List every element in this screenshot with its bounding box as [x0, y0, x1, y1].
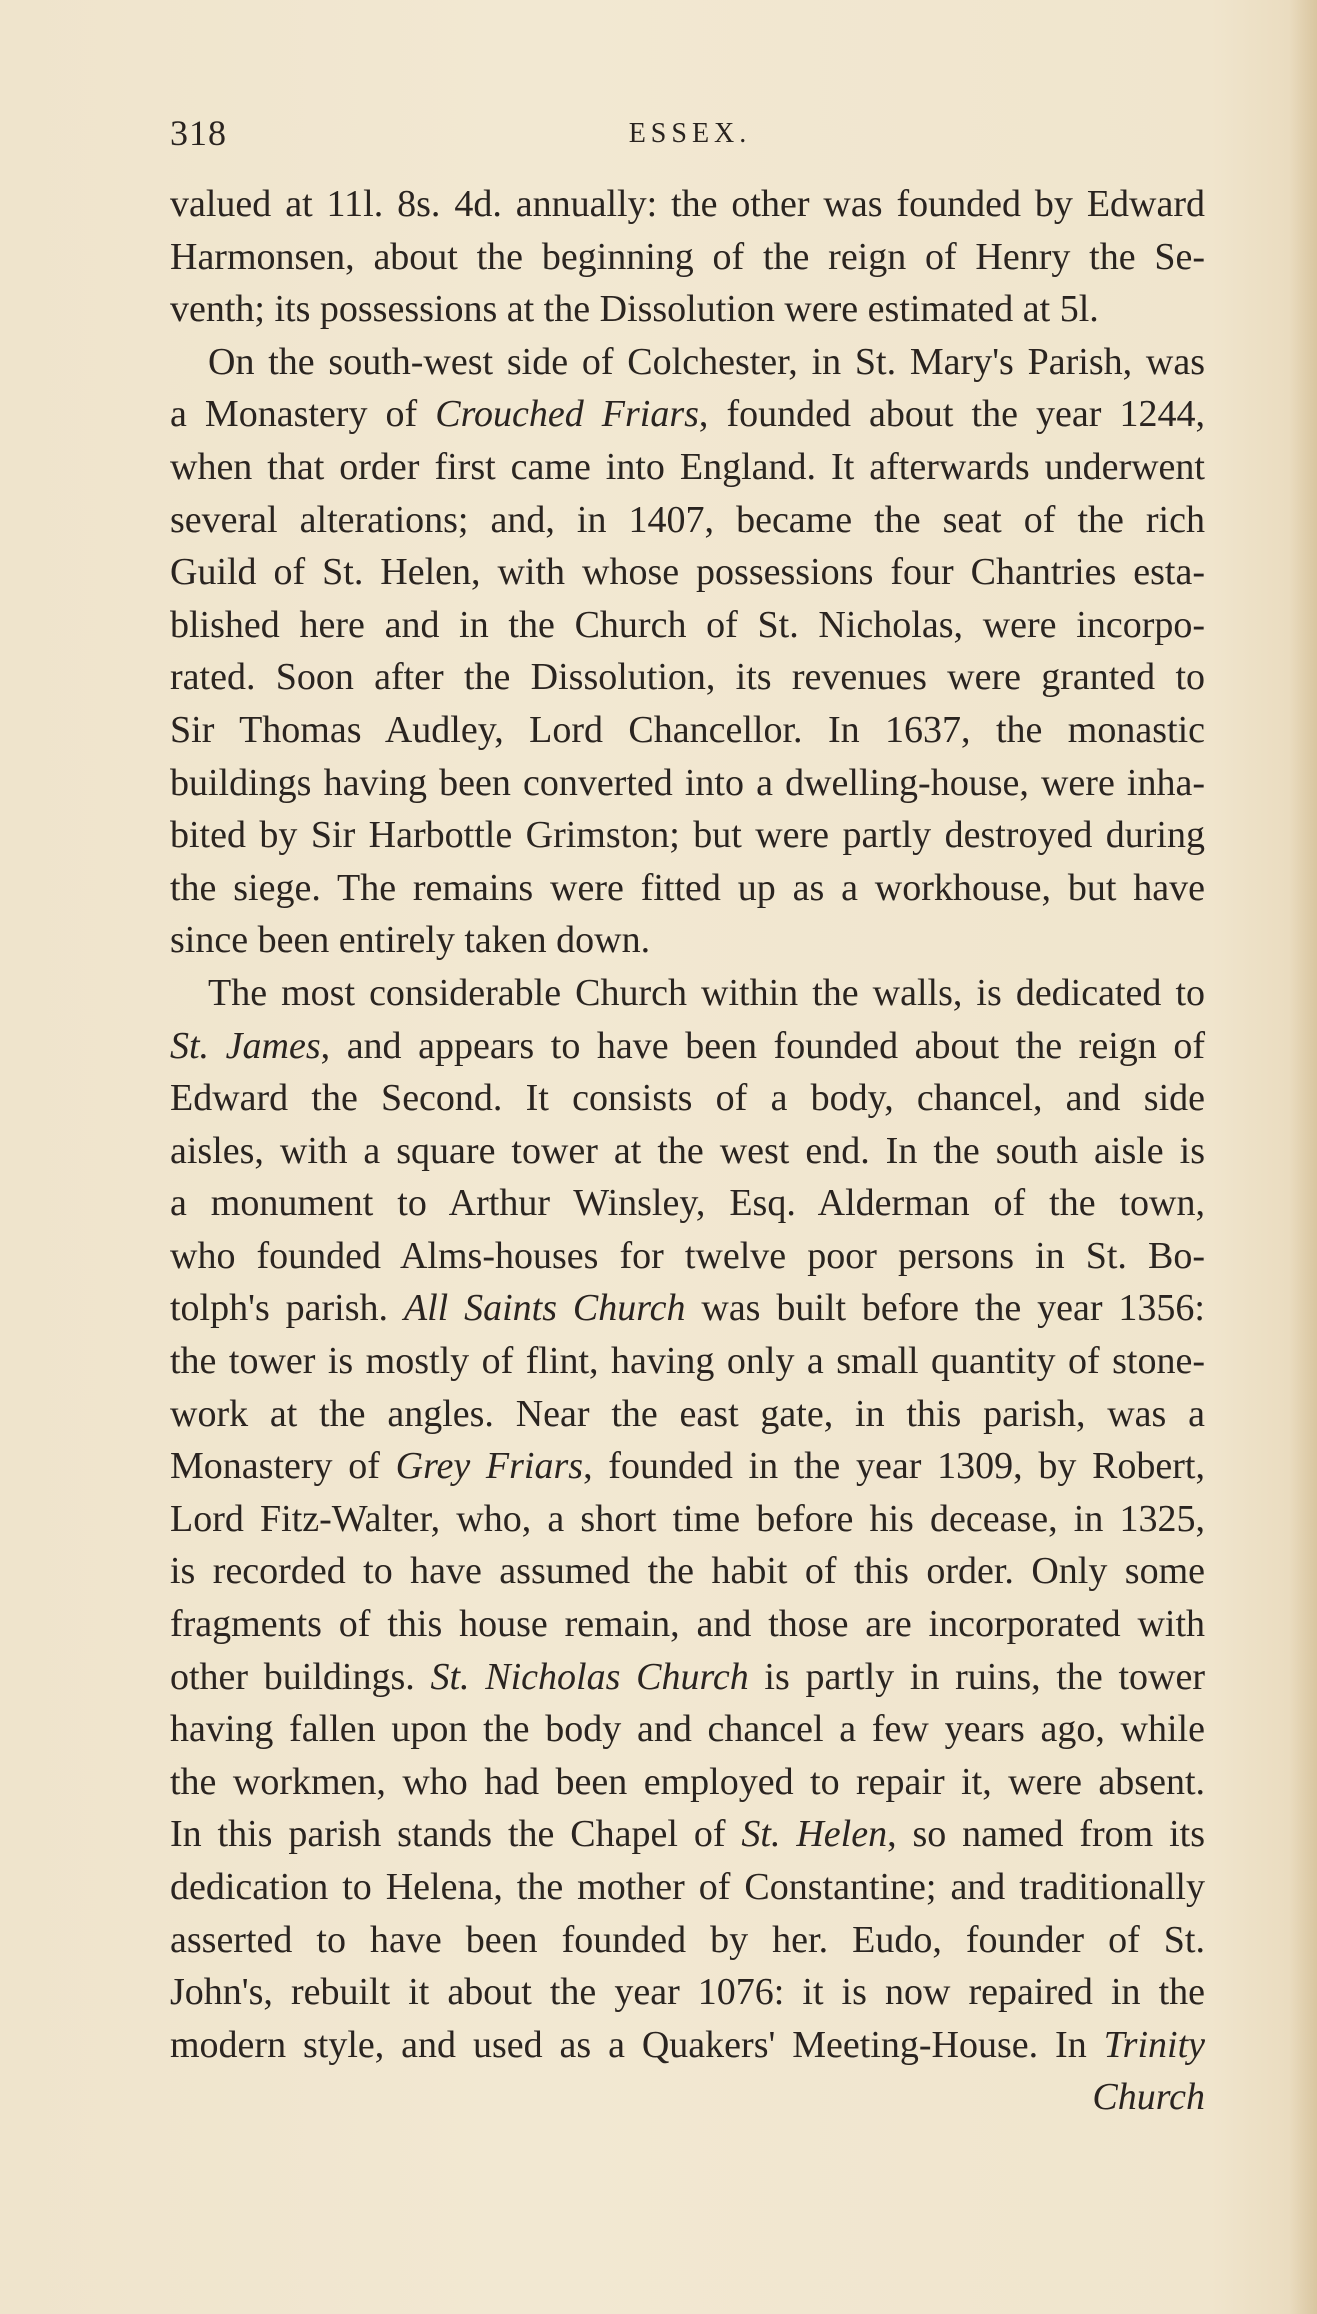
text-line: fragments of this house remain, and those are incorporated with: [170, 1603, 1205, 1646]
page-edge-shadow: [1289, 0, 1317, 2314]
text-line: bited by Sir Harbottle Grimston; but were partly destroyed during: [170, 814, 1205, 857]
text-line: a monument to Arthur Winsley, Esq. Alderman of the town,: [170, 1182, 1205, 1225]
text-line: is recorded to have assumed the habit of this order. Only some: [170, 1550, 1205, 1593]
text-line: [170, 1020, 1205, 1073]
text-line: dedication to Helena, the mother of Constantine; and traditionally: [170, 1866, 1205, 1908]
body-text: [170, 178, 1205, 2124]
text-line: rated. Soon after the Dissolution, its revenues were granted to: [170, 656, 1205, 699]
text-line: Lord Fitz-Walter, who, a short time before his decease, in 1325,: [170, 1497, 1205, 1540]
italic-name: St. Helen: [741, 1813, 888, 1856]
text-line: John's, rebuilt it about the year 1076: it is now repaired in the: [170, 1971, 1205, 2014]
text-line: [170, 1282, 1205, 1335]
text-line: the workmen, who had been employed to repair it, were absent.: [170, 1760, 1205, 1803]
text-line: [170, 1651, 1205, 1704]
text-line: [170, 2019, 1205, 2072]
text-run: was built before the year 1356:: [685, 1287, 1205, 1330]
text-line: blished here and in the Church of St. Nicholas, were incorpo-: [170, 603, 1205, 646]
italic-name: Trinity: [1103, 2023, 1205, 2066]
text-line: several alterations; and, in 1407, became the seat of the rich: [170, 498, 1205, 541]
page-header: [170, 112, 1210, 162]
text-line: who founded Alms-houses for twelve poor persons in St. Bo-: [170, 1234, 1205, 1277]
text-run: tolph's parish.: [170, 1287, 404, 1330]
page-number: 318: [170, 113, 227, 153]
text-run: Monastery of: [170, 1445, 396, 1488]
running-head: ESSEX.: [628, 118, 752, 149]
text-line: when that order first came into England. It afterwards underwent: [170, 445, 1205, 488]
text-line: having fallen upon the body and chancel a few years ago, while: [170, 1708, 1205, 1751]
text-run: other buildings.: [170, 1655, 431, 1698]
italic-name: St. Nicholas Church: [430, 1655, 749, 1698]
text-run: modern style, and used as a Quakers' Meeting-House. In: [170, 2023, 1104, 2066]
text-line: the siege. The remains were fitted up as a workhouse, but have: [170, 866, 1205, 909]
italic-name: Grey Friars: [395, 1445, 584, 1488]
text-run: , and appears to have been founded about the reign of: [320, 1024, 1205, 1067]
text-line: Guild of St. Helen, with whose possessions four Chantries esta-: [170, 551, 1205, 594]
text-line: [170, 1440, 1205, 1493]
text-line: work at the angles. Near the east gate, in this parish, was a: [170, 1392, 1205, 1435]
text-run: , founded in the year 1309, by Robert,: [583, 1445, 1205, 1488]
text-line: The most considerable Church within the walls, is dedicated to: [208, 971, 1205, 1014]
text-line: Edward the Second. It consists of a body, chancel, and side: [170, 1077, 1205, 1120]
text-line: On the south-west side of Colchester, in St. Mary's Parish, was: [208, 340, 1205, 383]
italic-name: All Saints Church: [403, 1287, 686, 1330]
text-run: In this parish stands the Chapel of: [170, 1813, 742, 1856]
text-run: is partly in ruins, the tower: [748, 1655, 1206, 1698]
text-run: a Monastery of: [170, 393, 436, 436]
text-line: [170, 388, 1205, 441]
text-run: , so named from its: [887, 1813, 1205, 1856]
text-line: asserted to have been founded by her. Eudo, founder of St.: [170, 1918, 1205, 1961]
text-line: aisles, with a square tower at the west end. In the south aisle is: [170, 1129, 1205, 1172]
text-line: Harmonsen, about the beginning of the reign of Henry the Se-: [170, 235, 1205, 278]
text-line: valued at 11l. 8s. 4d. annually: the other was founded by Edward: [170, 183, 1205, 225]
text-line: buildings having been converted into a dwelling-house, were inha-: [170, 761, 1205, 804]
text-line: Sir Thomas Audley, Lord Chancellor. In 1637, the monastic: [170, 708, 1205, 751]
italic-name: Crouched Friars: [435, 393, 699, 436]
italic-name: St. James: [170, 1024, 321, 1067]
text-run: , founded about the year 1244,: [698, 393, 1205, 436]
text-line: venth; its possessions at the Dissolution were estimated at 5l.: [170, 288, 1099, 331]
text-line: the tower is mostly of flint, having only a small quantity of stone-: [170, 1340, 1205, 1383]
text-line: [170, 1808, 1205, 1861]
text-line: since been entirely taken down.: [170, 919, 651, 962]
catchword: Church: [1092, 2076, 1205, 2119]
